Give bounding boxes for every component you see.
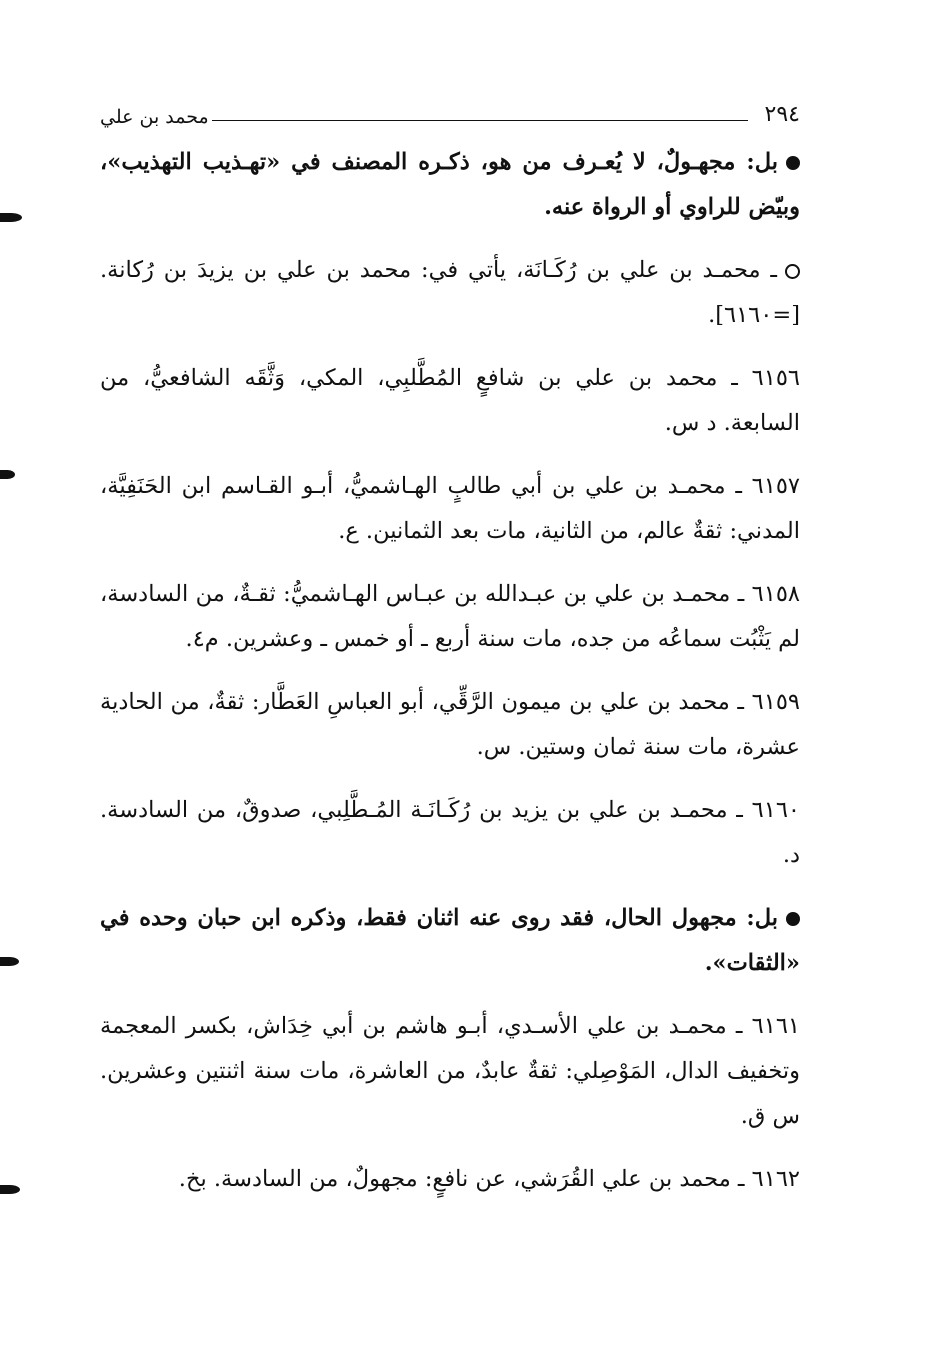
header-rule [212, 120, 748, 121]
margin-mark [0, 213, 22, 222]
entry-6162: ٦١٦٢ ـ محمد بن علي القُرَشي، عن نافعٍ: مجهولٌ، من السادسة. بخ. [178, 1166, 800, 1192]
entry-6160: ٦١٦٠ ـ محمـد بن علي بن يزيد بن رُكَـانَـة المُـطَّلِبي، صدوقٌ، من السادسة. د. [100, 797, 800, 868]
entry-6156: ٦١٥٦ ـ محمد بن علي بن شافعٍ المُطَّلبِي، المكي، وَثَّقَه الشافعيُّ، من السابعة. د س. [100, 365, 800, 436]
note-paragraph [100, 896, 800, 986]
entry-6159: ٦١٥٩ ـ محمد بن علي بن ميمون الرَّقِّي، أبو العباسِ العَطَّار: ثقةٌ، من الحادية عشرة، مات سنة ثمان وستين. س. [100, 689, 800, 760]
note-text: بل: مجهـولٌ، لا يُعـرف من هو، ذكـره المصنف في «تهـذيب التهذيب»، وبيّض للراوي أو الرواة عنه. [100, 149, 800, 220]
margin-mark [0, 470, 15, 479]
entry-6161: ٦١٦١ ـ محمـد بن علي الأسـدي، أبـو هاشم بن أبي خِدَاش، بكسر المعجمة وتخفيف الدال، المَوْصِلي: ثقةٌ عابدٌ، من العاشرة، مات سنة اثنتين وعشرين. س ق. [100, 1013, 800, 1129]
running-head: محمد بن علي [100, 106, 209, 128]
note-text: بل: مجهول الحال، فقد روى عنه اثنان فقط، وذكره ابن حبان وحده في «الثقات». [100, 905, 800, 976]
cross-reference-paragraph [100, 248, 800, 338]
open-circle-icon [785, 264, 800, 279]
entry-6157: ٦١٥٧ ـ محمـد بن علي بن أبي طالبٍ الهـاشميُّ، أبـو القـاسم ابن الحَنَفِيَّة، المدني: ثقةٌ عالم، من الثانية، مات بعد الثمانين. ع. [100, 473, 800, 544]
page-number: ٢٩٤ [764, 102, 800, 127]
margin-mark [0, 957, 19, 966]
margin-mark [0, 1185, 20, 1194]
cross-reference-text: ـ محمـد بن علي بن رُكَـانَة، يأتي في: محمد بن علي بن يزيدَ بن رُكانة. [=٦١٦٠]. [100, 257, 800, 328]
note-paragraph [100, 140, 800, 230]
filled-bullet-icon [786, 912, 800, 926]
filled-bullet-icon [786, 156, 800, 170]
entry-6158: ٦١٥٨ ـ محمـد بن علي بن عبـدالله بن عبـاس الهـاشميُّ: ثقـةٌ، من السادسة، لم يَثْبُت سماعُه من جده، مات سنة أربع ـ أو خمس ـ وعشرين. م٤. [100, 581, 800, 652]
page-header [100, 100, 800, 132]
page-body [100, 140, 800, 1220]
